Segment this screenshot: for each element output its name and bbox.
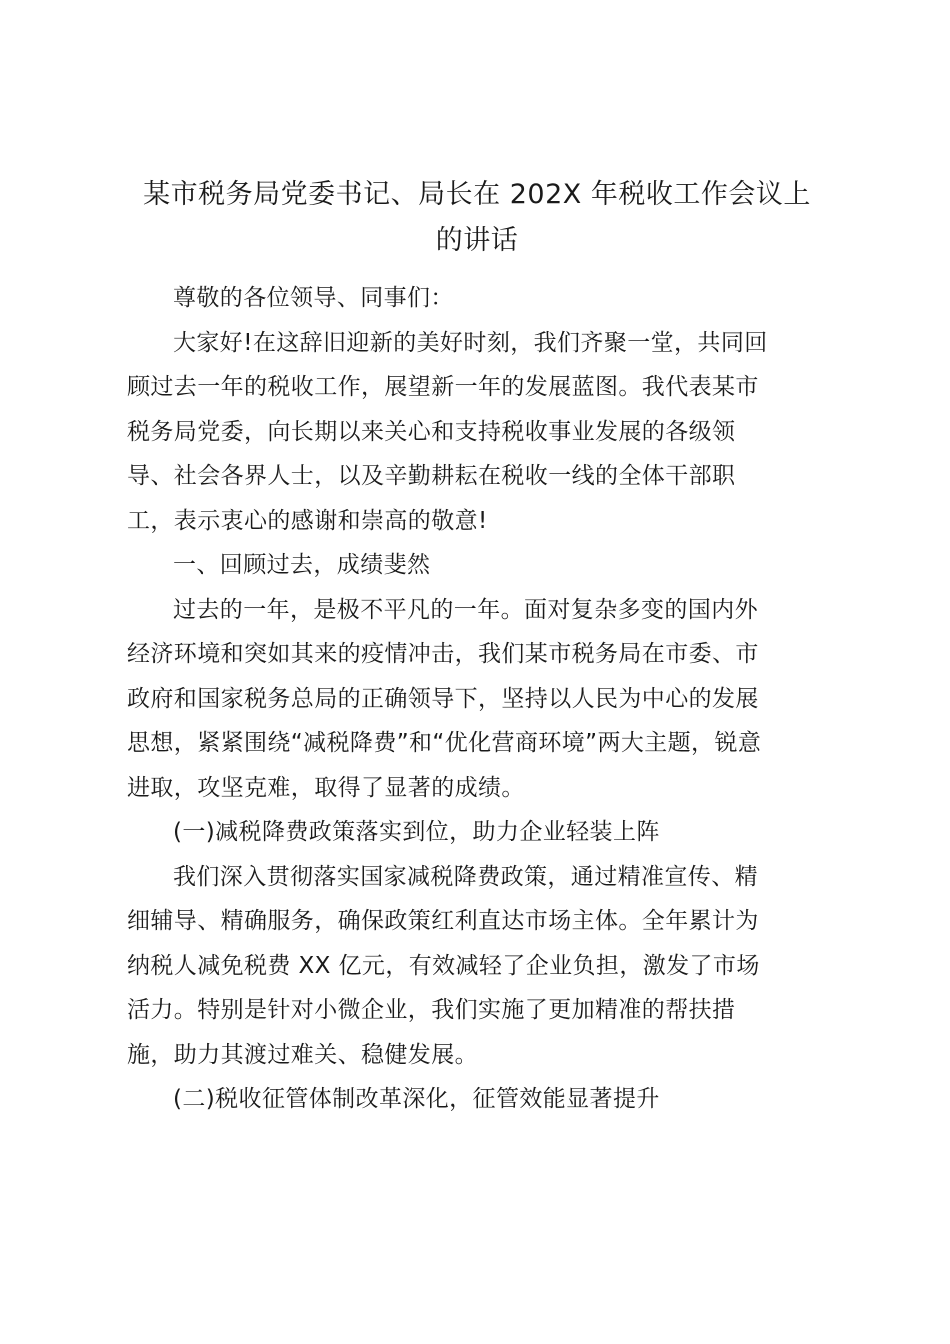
- salutation: 尊敬的各位领导、同事们：: [173, 285, 454, 311]
- subsection-heading-2: [127, 1077, 827, 1122]
- paragraph-line: 活力。特别是针对小微企业，我们实施了更加精准的帮扶措: [127, 997, 736, 1023]
- paragraph-tax-cut: [127, 855, 827, 1078]
- section-heading-1: [127, 543, 827, 588]
- paragraph-line: 施，助力其渡过难关、稳健发展。: [127, 1041, 478, 1068]
- title-line-2: 的讲话: [435, 225, 519, 256]
- paragraph-line: 我们深入贯彻落实国家减税降费政策，通过精准宣传、精: [173, 863, 758, 890]
- paragraph-line: 思想，紧紧围绕“减税降费”和“优化营商环境”两大主题，锐意: [127, 730, 762, 756]
- paragraph-review: [127, 588, 827, 811]
- paragraph-line: 大家好!在这辞旧迎新的美好时刻，我们齐聚一堂，共同回: [173, 329, 768, 356]
- paragraph-line: 经济环境和突如其来的疫情冲击，我们某市税务局在市委、市: [127, 641, 759, 667]
- paragraph-line: 税务局党委，向长期以来关心和支持税收事业发展的各级领: [127, 418, 736, 445]
- heading-line: (二)税收征管体制改革深化，征管效能显著提升: [173, 1086, 660, 1112]
- salutation-block: [127, 276, 827, 321]
- paragraph-line: 政府和国家税务总局的正确领导下，坚持以人民为中心的发展: [127, 685, 759, 712]
- paragraph-line: 纳税人减免税费 XX 亿元，有效减轻了企业负担，激发了市场: [127, 952, 760, 979]
- subsection-heading-1: [127, 810, 827, 855]
- paragraph-line: 进取，攻坚克难，取得了显著的成绩。: [127, 774, 525, 801]
- document-title: [115, 172, 839, 264]
- heading-line: (一)减税降费政策落实到位，助力企业轻装上阵: [173, 819, 660, 845]
- paragraph-line: 工，表示衷心的感谢和崇高的敬意!: [127, 507, 488, 534]
- paragraph-line: 顾过去一年的税收工作，展望新一年的发展蓝图。我代表某市: [127, 374, 759, 400]
- title-line-1: 某市税务局党委书记、局长在 202X 年税收工作会议上: [143, 179, 811, 210]
- paragraph-greeting: [127, 321, 827, 544]
- document-body: [127, 172, 827, 1122]
- paragraph-line: 过去的一年，是极不平凡的一年。面对复杂多变的国内外: [173, 596, 758, 623]
- paragraph-line: 细辅导、精确服务，确保政策红利直达市场主体。全年累计为: [127, 908, 759, 934]
- paragraph-line: 导、社会各界人士，以及辛勤耕耘在税收一线的全体干部职: [127, 463, 736, 489]
- heading-line: 一、回顾过去，成绩斐然: [173, 552, 431, 578]
